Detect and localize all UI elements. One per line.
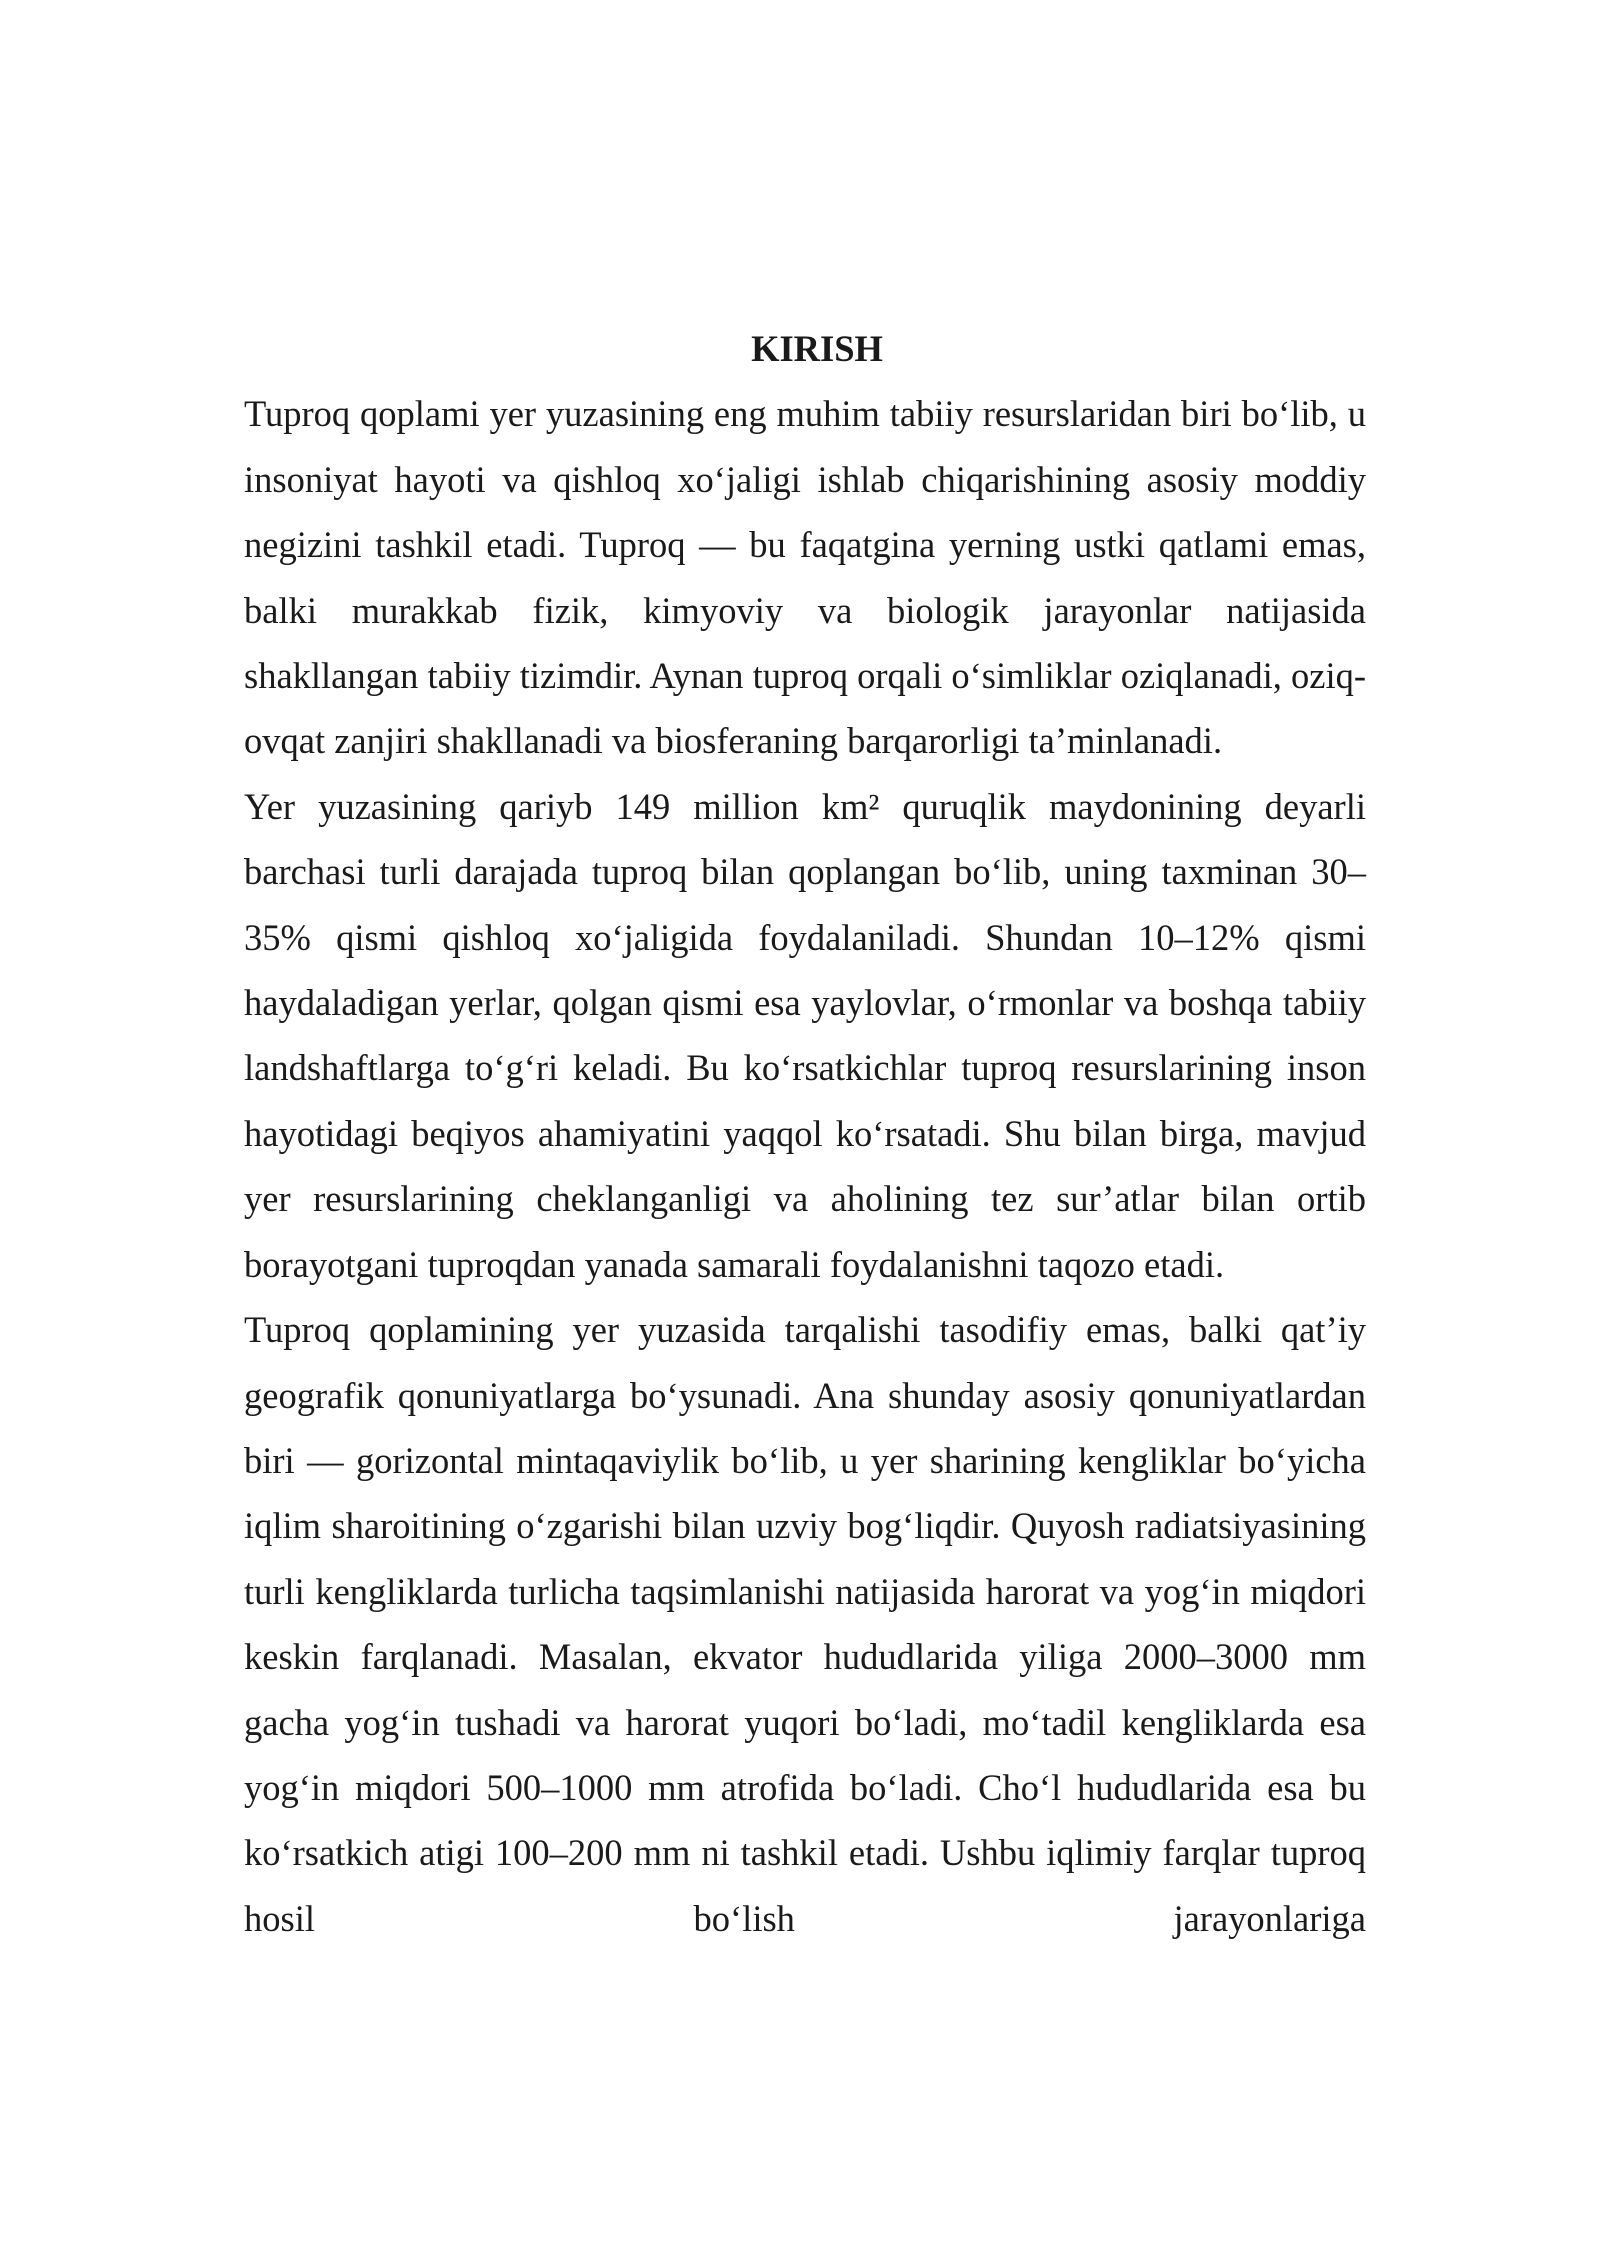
paragraph-3: Tuproq qoplamining yer yuzasida tarqalishi tasodifiy emas, balki qat’iy geografik qonuniyatlarga bo‘ysunadi. Ana shunday asosiy qonuniyatlardan biri — gorizontal mintaqaviylik bo‘lib, u yer sharining kengliklar bo‘yicha iqlim sharoitining o‘zgarishi bilan uzviy bog‘liqdir. Quyosh radiatsiyasining turli kengliklarda turlicha taqsimlanishi natijasida harorat va yog‘in miqdori keskin farqlanadi. Masalan, ekvator hududlarida yiliga 2000–3000 mm gacha yog‘in tushadi va harorat yuqori bo‘ladi, mo‘tadil kengliklarda esa yog‘in miqdori 500–1000 mm atrofida bo‘ladi. Cho‘l hududlarida esa bu ko‘rsatkich atigi 100–200 mm ni tashkil etadi. Ushbu iqlimiy farqlar tuproq hosil bo‘lish jarayonlariga xyxy=(244,1309,1366,1939)
paragraph-2: Yer yuzasining qariyb 149 million km² quruqlik maydonining deyarli barchasi turli darajada tuproq bilan qoplangan bo‘lib, uning taxminan 30–35% qismi qishloq xo‘jaligida foydalaniladi. Shundan 10–12% qismi haydaladigan yerlar, qolgan qismi esa yaylovlar, o‘rmonlar va boshqa tabiiy landshaftlarga to‘g‘ri keladi. Bu ko‘rsatkichlar tuproq resurslarining inson hayotidagi beqiyos ahamiyatini yaqqol ko‘rsatadi. Shu bilan birga, mavjud yer resurslarining cheklanganligi va aholining tez sur’atlar bilan ortib borayotgani tuproqdan yanada samarali foydalanishni taqozo etadi. xyxy=(244,785,1366,1285)
paragraph-1: Tuproq qoplami yer yuzasining eng muhim tabiiy resurslaridan biri bo‘lib, u insoniyat hayoti va qishloq xo‘jaligi ishlab chiqarishining asosiy moddiy negizini tashkil etadi. Tuproq — bu faqatgina yerning ustki qatlami emas, balki murakkab fizik, kimyoviy va biologik jarayonlar natijasida shakllangan tabiiy tizimdir. Aynan tuproq orqali o‘simliklar oziqlanadi, oziq-ovqat zanjiri shakllanadi va biosferaning barqarorligi ta’minlanadi. xyxy=(244,393,1366,762)
document-body xyxy=(244,316,1366,1951)
document-title: KIRISH xyxy=(751,328,883,369)
